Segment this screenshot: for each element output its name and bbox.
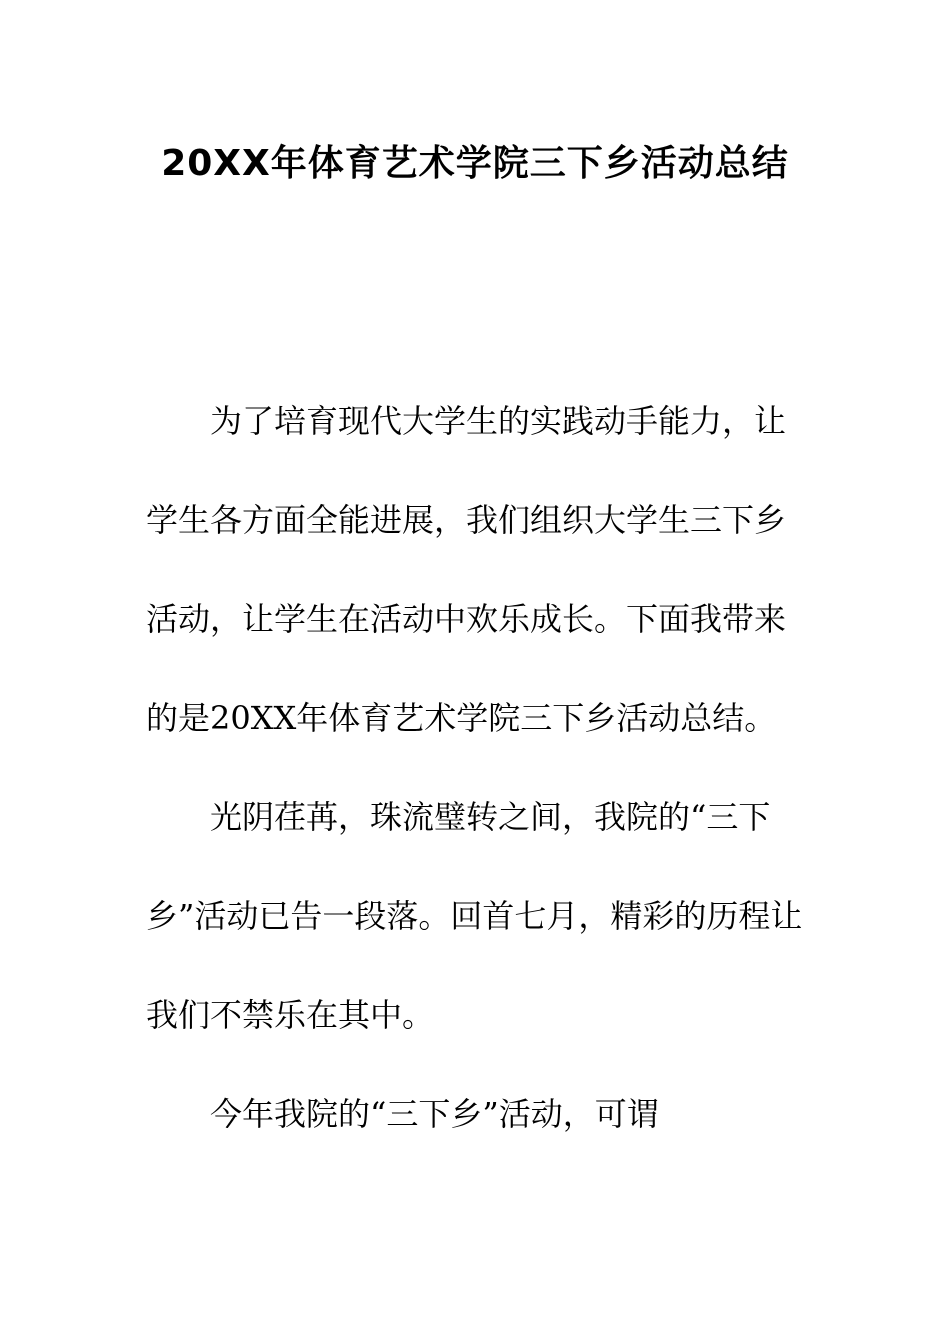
paragraph: 光阴荏苒，珠流璧转之间，我院的“三下乡”活动已告一段落。回首七月，精彩的历程让我们不禁乐在其中。 [146, 798, 803, 1034]
paragraph: 为了培育现代大学生的实践动手能力，让学生各方面全能进展，我们组织大学生三下乡活动，让学生在活动中欢乐成长。下面我带来的是20XX年体育艺术学院三下乡活动总结。 [146, 402, 787, 737]
document-body [146, 372, 806, 1164]
paragraph: 今年我院的“三下乡”活动，可谓 [210, 1095, 659, 1133]
document-title: 20XX年体育艺术学院三下乡活动总结 [161, 143, 789, 184]
